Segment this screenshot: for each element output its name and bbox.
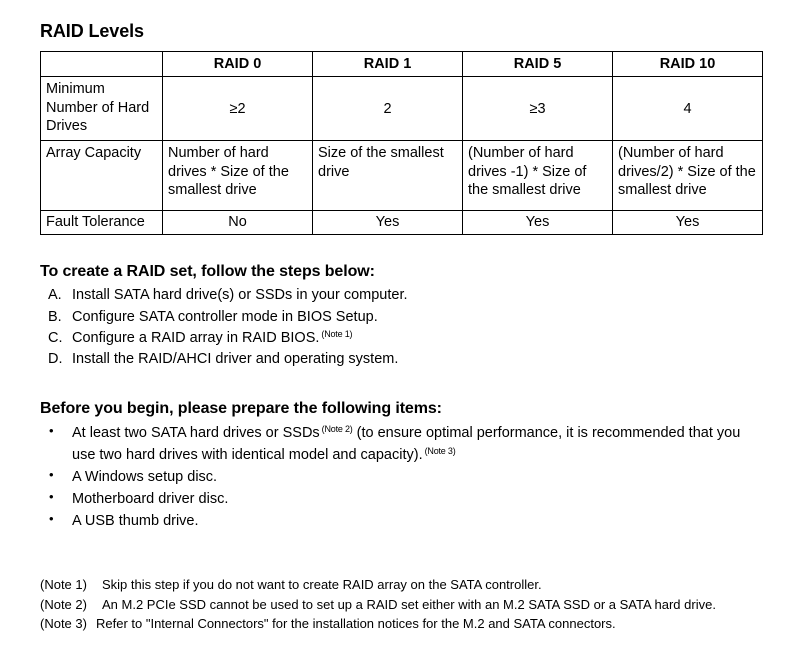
bullet-icon: • <box>49 511 54 527</box>
item-text: A USB thumb drive. <box>72 513 199 530</box>
step-marker: A. <box>48 287 62 304</box>
row-label-fault-tolerance: Fault Tolerance <box>41 211 163 235</box>
footnote-text: An M.2 PCIe SSD cannot be used to set up a RAID set either with an M.2 SATA SSD or a SATA hard drive. <box>102 596 716 612</box>
bullet-icon: • <box>49 423 54 439</box>
footnote-label: (Note 1) <box>40 577 87 592</box>
cell-capacity-raid10: (Number of hard drives/2) * Size of the smallest drive <box>613 141 763 211</box>
row-label-array-capacity: Array Capacity <box>41 141 163 211</box>
table-row <box>41 211 763 235</box>
footnote-note2 <box>40 595 762 615</box>
raid-levels-table <box>40 51 763 235</box>
cell-capacity-raid5: (Number of hard drives -1) * Size of the smallest drive <box>463 141 613 211</box>
column-header-raid1: RAID 1 <box>313 51 463 77</box>
bullet-icon: • <box>49 489 54 505</box>
list-item <box>40 422 760 466</box>
step-text: Install the RAID/AHCI driver and operating system. <box>72 351 399 368</box>
footnote-note3 <box>40 614 762 634</box>
step-text: Configure a RAID array in RAID BIOS. <box>72 329 320 346</box>
list-item <box>40 349 760 370</box>
table-row <box>41 77 763 141</box>
footnotes-block <box>40 575 762 634</box>
column-header-raid5: RAID 5 <box>463 51 613 77</box>
bullet-icon: • <box>49 467 54 483</box>
prepare-items-list <box>40 422 760 532</box>
cell-capacity-raid1: Size of the smallest drive <box>313 141 463 211</box>
create-raid-steps <box>40 285 760 371</box>
list-item <box>40 488 760 510</box>
cell-fault-raid5: Yes <box>463 211 613 235</box>
item-text: Motherboard driver disc. <box>72 491 229 508</box>
footnote-label: (Note 2) <box>40 596 87 612</box>
create-raid-heading: To create a RAID set, follow the steps below: <box>40 262 375 280</box>
footnote-label: (Note 3) <box>40 616 87 631</box>
cell-min-raid1: 2 <box>313 77 463 141</box>
step-marker: C. <box>48 329 63 346</box>
step-text: Install SATA hard drive(s) or SSDs in your computer. <box>72 287 408 304</box>
step-marker: D. <box>48 351 63 368</box>
footnote-note1 <box>40 575 762 595</box>
list-item <box>40 307 760 328</box>
note-reference: (Note 2) <box>321 424 353 435</box>
note-reference: (Note 1) <box>321 328 353 339</box>
column-header-blank <box>41 51 163 77</box>
cell-fault-raid1: Yes <box>313 211 463 235</box>
item-text-continued: (to ensure optimal performance, it is recommended that you use two hard drives with identical model and capacity). <box>72 425 741 464</box>
list-item <box>40 510 760 532</box>
cell-min-raid10: 4 <box>613 77 763 141</box>
item-text: A Windows setup disc. <box>72 469 218 486</box>
cell-min-raid0: ≥2 <box>163 77 313 141</box>
row-label-minimum-drives: Minimum Number of Hard Drives <box>41 77 163 141</box>
cell-fault-raid10: Yes <box>613 211 763 235</box>
cell-min-raid5: ≥3 <box>463 77 613 141</box>
prepare-items-heading: Before you begin, please prepare the following items: <box>40 399 442 417</box>
footnote-text: Skip this step if you do not want to create RAID array on the SATA controller. <box>102 577 542 592</box>
page-title: RAID Levels <box>40 21 144 41</box>
note-reference: (Note 3) <box>424 446 456 457</box>
step-marker: B. <box>48 308 62 325</box>
cell-fault-raid0: No <box>163 211 313 235</box>
list-item <box>40 285 760 306</box>
step-text: Configure SATA controller mode in BIOS Setup. <box>72 308 378 325</box>
table-header-row <box>41 51 763 77</box>
item-text: At least two SATA hard drives or SSDs <box>72 425 320 442</box>
list-item <box>40 466 760 488</box>
cell-capacity-raid0: Number of hard drives * Size of the smallest drive <box>163 141 313 211</box>
list-item <box>40 328 760 349</box>
footnote-text: Refer to "Internal Connectors" for the installation notices for the M.2 and SATA connectors. <box>96 616 616 631</box>
table-row <box>41 141 763 211</box>
column-header-raid0: RAID 0 <box>163 51 313 77</box>
column-header-raid10: RAID 10 <box>613 51 763 77</box>
